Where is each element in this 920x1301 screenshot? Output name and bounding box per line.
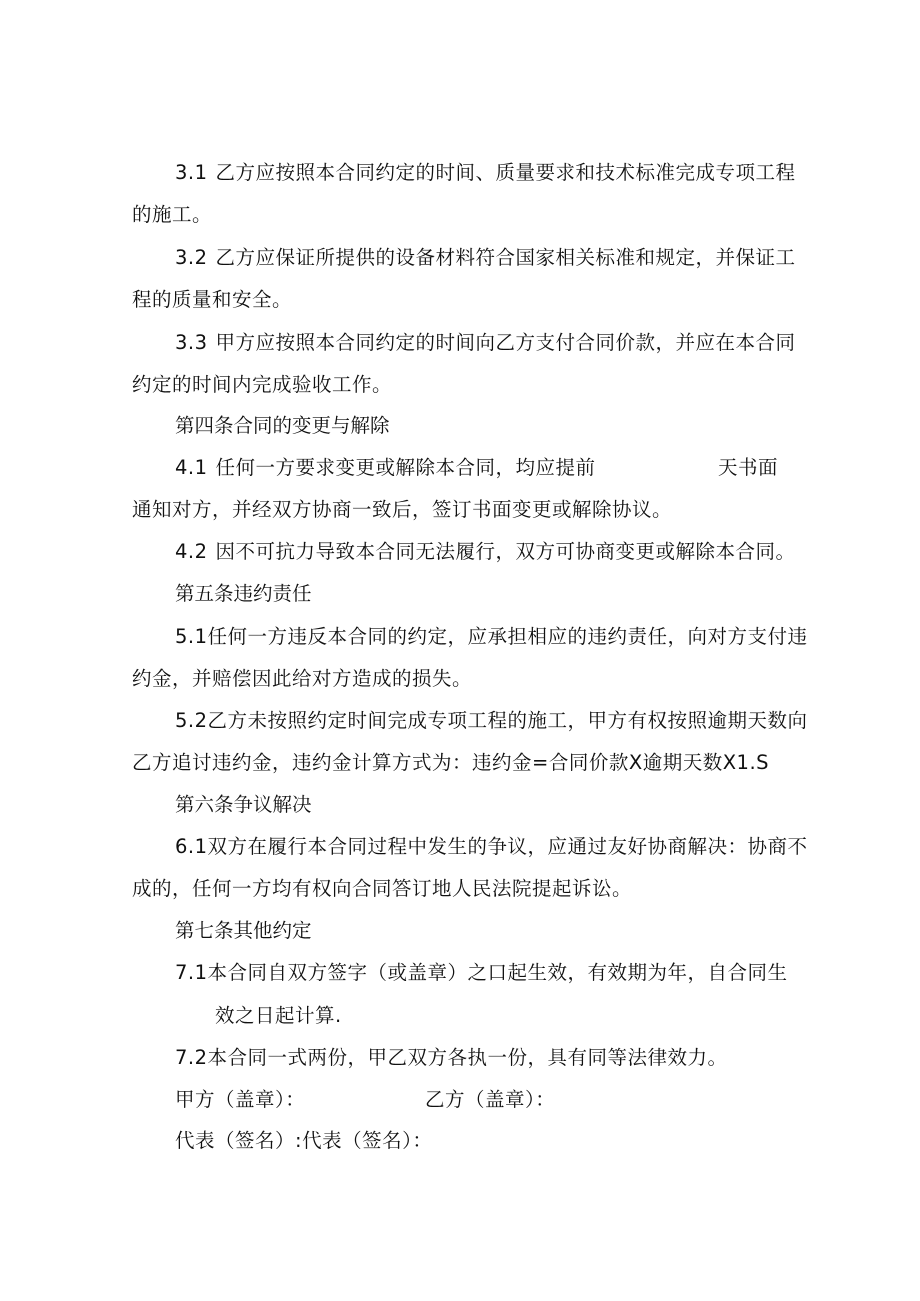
- section-heading-5: 第五条违约责任: [175, 582, 312, 605]
- clause-4-1-days-text: 天书面: [718, 456, 779, 479]
- clause-number: 3.3: [175, 331, 208, 354]
- clause-text: 任何一方要求变更或解除本合同，均应提前: [215, 456, 596, 479]
- clause-4-1-line-2: 通知对方，并经双方协商一致后，签订书面变更或解除协议。: [132, 498, 673, 521]
- clause-5-2-line-1: 5.2乙方未按照约定时间完成专项工程的施工，甲方有权按照逾期天数向: [175, 709, 808, 732]
- clause-5-2-line-2: 乙方追讨违约金，违约金计算方式为：违约金=合同价款X逾期天数X1.S: [132, 751, 770, 774]
- clause-3-3-line-2: 约定的时间内完成验收工作。: [132, 373, 393, 396]
- section-heading-6: 第六条争议解决: [175, 793, 312, 816]
- clause-text: 乙方应按照本合同约定的时间、质量要求和技术标准完成专项工程: [215, 161, 796, 184]
- clause-number: 4.2: [175, 540, 208, 563]
- clause-number: 3.1: [175, 161, 208, 184]
- section-heading-4: 第四条合同的变更与解除: [175, 414, 390, 437]
- section-heading-7: 第七条其他约定: [175, 919, 312, 942]
- clause-3-1-line-1: [175, 160, 796, 186]
- clause-5-1-line-1: 5.1任何一方违反本合同的约定，应承担相应的违约责任，向对方支付违: [175, 625, 808, 648]
- clause-7-1-line-2: 效之日起计算.: [215, 1004, 342, 1027]
- clause-4-2-line-1: [175, 539, 796, 565]
- clause-3-2-line-2: 程的质量和安全。: [132, 288, 293, 311]
- clause-text: 因不可抗力导致本合同无法履行，双方可协商变更或解除本合同。: [215, 540, 796, 563]
- clause-6-1-line-1: 6.1双方在履行本合同过程中发生的争议，应通过友好协商解决：协商不: [175, 835, 808, 858]
- clause-3-2-line-1: [175, 245, 796, 271]
- clause-4-1-line-1: [175, 455, 596, 481]
- clause-6-1-line-2: 成的，任何一方均有权向合同答订地人民法院提起诉讼。: [132, 877, 633, 900]
- party-b-seal-label: 乙方（盖章）：: [425, 1088, 556, 1111]
- clause-7-1-line-1: 7.1本合同自双方签字（或盖章）之口起生效，有效期为年，自合同生: [175, 961, 788, 984]
- representative-signature-label: 代表（签名）:代表（签名）：: [175, 1129, 433, 1152]
- clause-5-1-line-2: 约金，并赔偿因此给对方造成的损失。: [132, 667, 473, 690]
- clause-number: 3.2: [175, 246, 208, 269]
- clause-3-1-line-2: 的施工。: [132, 203, 213, 226]
- clause-text: 乙方应保证所提供的设备材料符合国家相关标准和规定，并保证工: [215, 246, 796, 269]
- clause-7-2-line-1: 7.2本合同一式两份，甲乙双方各执一份，具有同等法律效力。: [175, 1046, 728, 1069]
- party-a-seal-label: 甲方（盖章）：: [175, 1088, 306, 1111]
- clause-text: 甲方应按照本合同约定的时间向乙方支付合同价款，并应在本合同: [215, 331, 796, 354]
- clause-3-3-line-1: [175, 330, 796, 356]
- clause-number: 4.1: [175, 456, 208, 479]
